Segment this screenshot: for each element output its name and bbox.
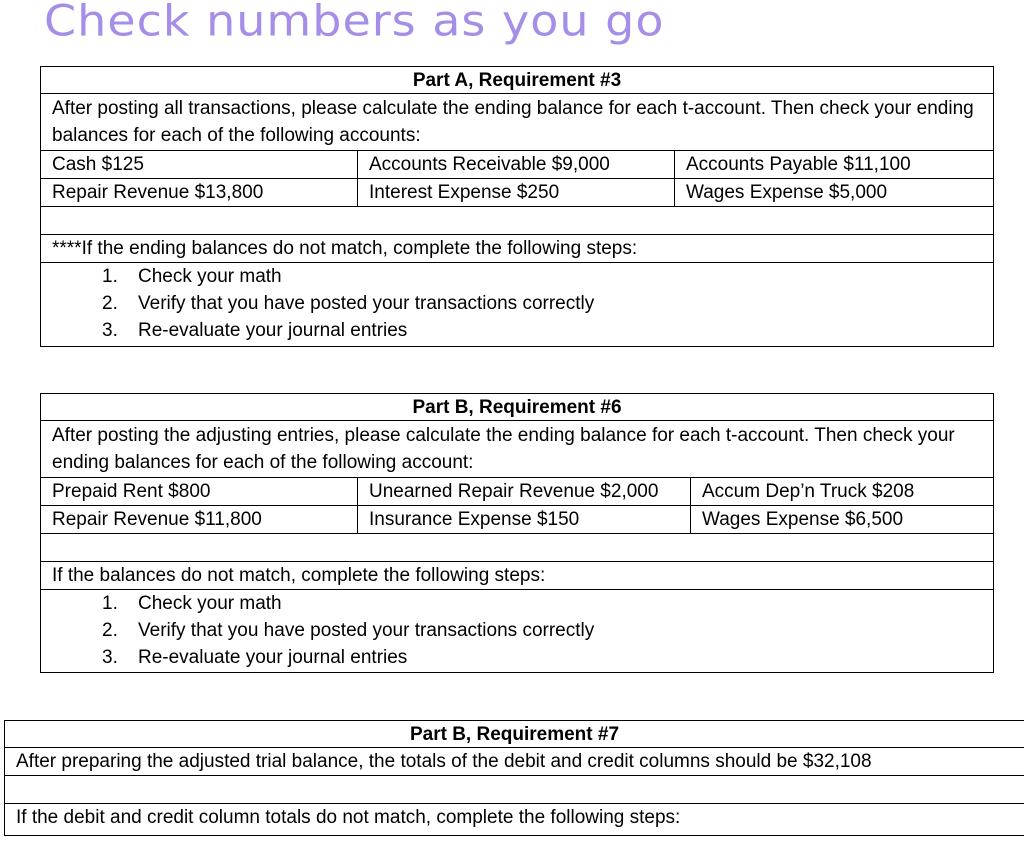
part-b6-steps-cell xyxy=(41,590,993,671)
part-a-balance-cell: Cash $125 xyxy=(41,151,358,178)
part-a-instructions: After posting all transactions, please calculate the ending balance for each t-account. Then check your ending balances for each of the following accounts: xyxy=(41,94,993,151)
part-b6-mismatch-heading: If the balances do not match, complete the following steps: xyxy=(41,562,993,590)
part-b6-instructions: After posting the adjusting entries, please calculate the ending balance for each t-account. Then check your ending balances for each of the following account: xyxy=(41,421,993,478)
part-a-requirement-3-box xyxy=(40,66,994,347)
part-b7-mismatch-heading: If the debit and credit column totals do not match, complete the following steps: xyxy=(16,807,681,828)
part-b7-title: Part B, Requirement #7 xyxy=(5,721,1024,748)
part-b7-empty-row xyxy=(5,776,1024,804)
part-a-balance-cell: Accounts Receivable $9,000 xyxy=(358,151,675,178)
list-item: 3. Re-evaluate your journal entries xyxy=(102,647,408,668)
part-b6-balance-cell: Repair Revenue $11,800 xyxy=(41,506,358,533)
part-b6-title: Part B, Requirement #6 xyxy=(41,394,993,421)
part-b-requirement-6-box xyxy=(40,393,994,673)
list-item: 1. Check your math xyxy=(102,266,282,287)
part-b6-balance-row xyxy=(41,478,993,506)
part-b6-balance-cell: Insurance Expense $150 xyxy=(358,506,691,533)
list-item: 3. Re-evaluate your journal entries xyxy=(102,320,408,341)
part-a-balance-row xyxy=(41,151,993,179)
part-a-steps-cell xyxy=(41,263,993,344)
part-a-balance-row xyxy=(41,179,993,207)
part-a-balance-cell: Repair Revenue $13,800 xyxy=(41,179,358,206)
list-item: 2. Verify that you have posted your transactions correctly xyxy=(102,293,595,314)
part-a-steps-list xyxy=(52,263,982,344)
part-b6-balance-cell: Accum Dep’n Truck $208 xyxy=(702,481,915,502)
part-a-balance-cell: Interest Expense $250 xyxy=(358,179,675,206)
part-a-balance-cell: Accounts Payable $11,100 xyxy=(686,154,911,175)
part-b7-instructions: After preparing the adjusted trial balance, the totals of the debit and credit columns should be $32,108 xyxy=(5,748,1024,776)
part-b6-balance-cell: Unearned Repair Revenue $2,000 xyxy=(358,478,691,505)
part-b6-balance-row xyxy=(41,506,993,534)
part-b-requirement-7-box xyxy=(4,720,1024,836)
handwritten-note: Check numbers as you go xyxy=(44,0,665,46)
part-a-mismatch-heading: ****If the ending balances do not match, complete the following steps: xyxy=(41,235,993,263)
list-item: 1. Check your math xyxy=(102,593,282,614)
part-b6-steps-list xyxy=(52,590,982,671)
part-a-empty-row xyxy=(41,207,993,235)
part-b6-balance-cell: Wages Expense $6,500 xyxy=(702,509,904,530)
part-a-title: Part A, Requirement #3 xyxy=(41,67,993,94)
part-b6-balance-cell: Prepaid Rent $800 xyxy=(41,478,358,505)
part-b6-empty-row xyxy=(41,534,993,562)
list-item: 2. Verify that you have posted your transactions correctly xyxy=(102,620,595,641)
part-a-balance-cell: Wages Expense $5,000 xyxy=(686,182,888,203)
